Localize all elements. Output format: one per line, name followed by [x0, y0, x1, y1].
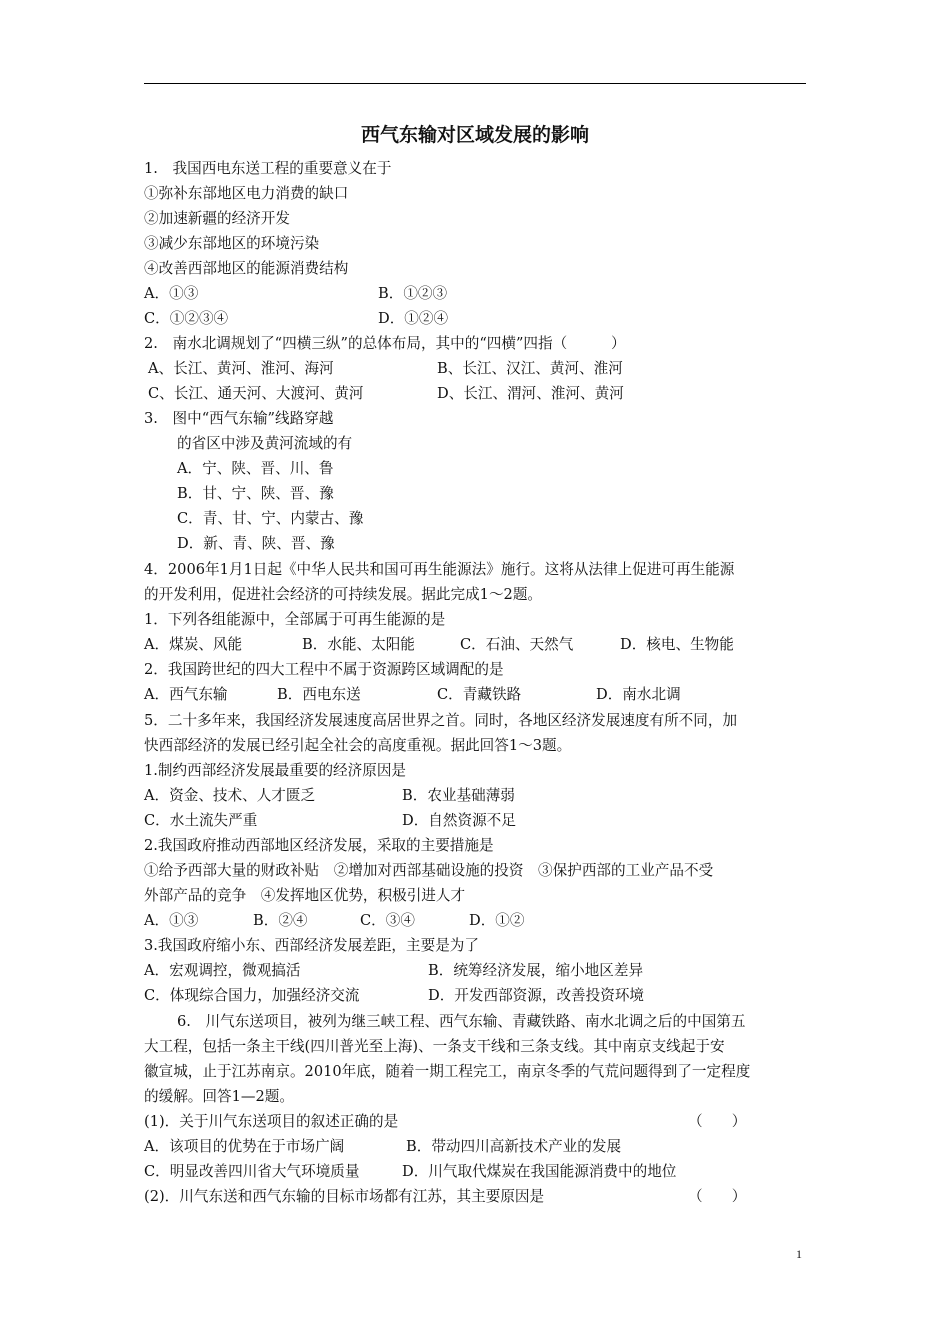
- question-2: 2. 南水北调规划了“四横三纵”的总体布局，其中的“四横”四指（ ）: [144, 335, 626, 352]
- answer-blank: （ ）: [688, 1188, 747, 1205]
- option-b: B．西电东送: [277, 686, 361, 703]
- option-b: B．农业基础薄弱: [402, 787, 515, 804]
- sub-question-1: (1)．关于川气东送项目的叙述正确的是: [144, 1113, 399, 1130]
- option-a: A．宏观调控，微观搞活: [144, 962, 301, 979]
- statement-2: ②加速新疆的经济开发: [144, 210, 290, 227]
- question-4: 4．2006年1月1日起《中华人民共和国可再生能源法》施行。这将从法律上促进可再生能源: [144, 561, 735, 578]
- sub-question-3: 3.我国政府缩小东、西部经济发展差距，主要是为了: [144, 937, 479, 954]
- option-d: D．开发西部资源，改善投资环境: [428, 987, 645, 1004]
- option-c: C．青藏铁路: [437, 686, 522, 703]
- option-c: C．水土流失严重: [144, 812, 258, 829]
- option-a: A、长江、黄河、淮河、海河: [148, 360, 334, 377]
- option-c: C、长江、通天河、大渡河、黄河: [148, 385, 364, 402]
- option-a: A．资金、技术、人才匮乏: [144, 787, 316, 804]
- option-a: A．煤炭、风能: [144, 636, 243, 653]
- sub-question-1: 1.制约西部经济发展最重要的经济原因是: [144, 762, 407, 779]
- question-5-continued: 快西部经济的发展已经引起全社会的高度重视。据此回答1～3题。: [144, 737, 572, 754]
- option-a: A．①③: [144, 912, 199, 929]
- option-c: C．体现综合国力，加强经济交流: [144, 987, 360, 1004]
- question-3: 3. 图中“西气东输”线路穿越: [144, 410, 334, 427]
- option-d: D．川气取代煤炭在我国能源消费中的地位: [402, 1163, 677, 1180]
- option-b: B．统筹经济发展，缩小地区差异: [428, 962, 644, 979]
- page-number: 1: [796, 1247, 802, 1261]
- question-1: 1. 我国西电东送工程的重要意义在于: [144, 160, 392, 177]
- question-6: 6. 川气东送项目，被列为继三峡工程、西气东输、青藏铁路、南水北调之后的中国第五: [177, 1013, 746, 1030]
- option-b: B．②④: [253, 912, 308, 929]
- sub-question-2: 2．我国跨世纪的四大工程中不属于资源跨区域调配的是: [144, 661, 504, 678]
- option-a: A．①③: [144, 285, 199, 302]
- option-d: D．①②④: [378, 310, 449, 327]
- question-6-continued: 的缓解。回答1—2题。: [144, 1088, 294, 1105]
- option-c: C．青、甘、宁、内蒙古、豫: [177, 510, 364, 527]
- option-b: B．水能、太阳能: [302, 636, 415, 653]
- option-d: D．①②: [469, 912, 525, 929]
- option-d: D．核电、生物能: [620, 636, 734, 653]
- question-6-continued: 徽宣城，止于江苏南京。2010年底，随着一期工程完工，南京冬季的气荒问题得到了一定程度: [144, 1063, 751, 1080]
- question-5: 5．二十多年来，我国经济发展速度高居世界之首。同时，各地区经济发展速度有所不同，加: [144, 712, 738, 729]
- document-title: 西气东输对区域发展的影响: [360, 124, 589, 146]
- option-c: C．明显改善四川省大气环境质量: [144, 1163, 360, 1180]
- measures-line-1: ①给予西部大量的财政补贴 ②增加对西部基础设施的投资 ③保护西部的工业产品不受: [144, 862, 714, 879]
- option-b: B．①②③: [378, 285, 448, 302]
- option-c: C．③④: [360, 912, 415, 929]
- option-b: B、长江、汉江、黄河、淮河: [437, 360, 623, 377]
- statement-3: ③减少东部地区的环境污染: [144, 235, 320, 252]
- option-b: B．甘、宁、陕、晋、豫: [177, 485, 334, 502]
- option-d: D、长江、渭河、淮河、黄河: [437, 385, 624, 402]
- option-d: D．南水北调: [596, 686, 681, 703]
- header-rule: [144, 83, 806, 84]
- question-4-continued: 的开发利用，促进社会经济的可持续发展。据此完成1～2题。: [144, 586, 543, 603]
- option-b: B．带动四川高新技术产业的发展: [406, 1138, 622, 1155]
- sub-question-2: (2)．川气东送和西气东输的目标市场都有江苏，其主要原因是: [144, 1188, 545, 1205]
- answer-blank: （ ）: [688, 1113, 747, 1130]
- question-3-continued: 的省区中涉及黄河流域的有: [177, 435, 353, 452]
- option-d: D．自然资源不足: [402, 812, 516, 829]
- sub-question-1: 1．下列各组能源中，全部属于可再生能源的是: [144, 611, 446, 628]
- statement-4: ④改善西部地区的能源消费结构: [144, 260, 349, 277]
- option-a: A．宁、陕、晋、川、鲁: [177, 460, 334, 477]
- question-6-continued: 大工程，包括一条主干线(四川普光至上海)、一条支干线和三条支线。其中南京支线起于安: [144, 1038, 725, 1055]
- option-c: C．石油、天然气: [460, 636, 574, 653]
- option-a: A．西气东输: [144, 686, 228, 703]
- option-d: D．新、青、陕、晋、豫: [177, 535, 335, 552]
- option-c: C．①②③④: [144, 310, 229, 327]
- statement-1: ①弥补东部地区电力消费的缺口: [144, 185, 349, 202]
- option-a: A．该项目的优势在于市场广阔: [144, 1138, 345, 1155]
- sub-question-2: 2.我国政府推动西部地区经济发展，采取的主要措施是: [144, 837, 494, 854]
- measures-line-2: 外部产品的竞争 ④发挥地区优势，积极引进人才: [144, 887, 466, 904]
